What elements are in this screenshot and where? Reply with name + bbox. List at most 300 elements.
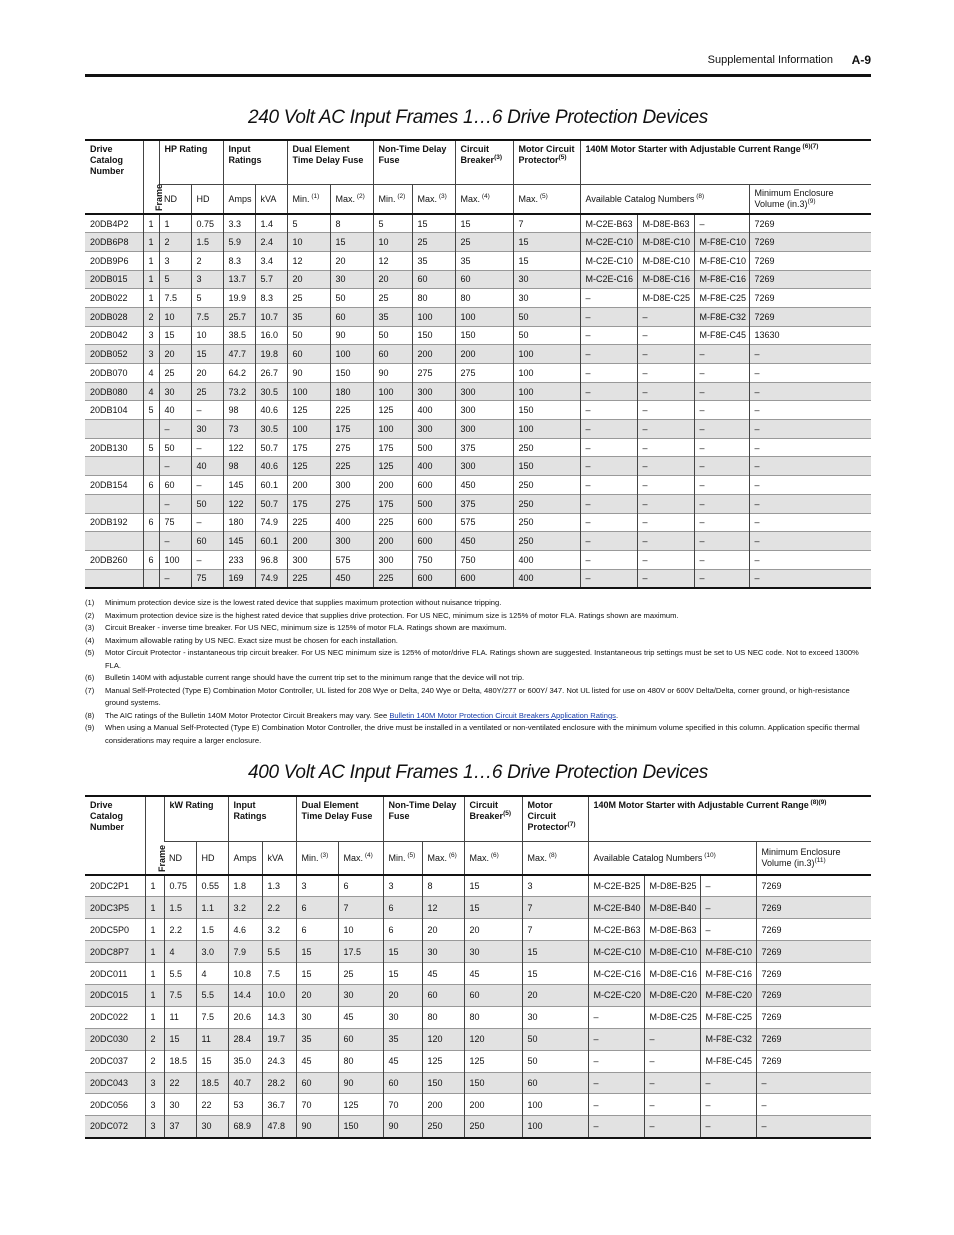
header-rating: HP Rating xyxy=(159,140,223,184)
table-cell: M-D8E-C25 xyxy=(644,1006,700,1028)
table-cell: 10 xyxy=(159,307,191,326)
table-cell: 68.9 xyxy=(228,1116,262,1138)
table-cell: 200 xyxy=(412,345,455,364)
table-cell: 75 xyxy=(191,569,223,588)
table-cell: – xyxy=(749,513,871,532)
table-cell: 7269 xyxy=(756,1050,871,1072)
table-cell: – xyxy=(700,1072,756,1094)
table-row xyxy=(85,364,871,383)
table-cell: 60.1 xyxy=(255,476,287,495)
header-encl: Minimum Enclosure Volume (in.3) xyxy=(761,846,841,868)
table-cell: 120 xyxy=(464,1028,522,1050)
table-cell: 5 xyxy=(143,401,159,420)
header-max: Max. xyxy=(335,193,356,204)
table-cell: – xyxy=(694,382,749,401)
table-cell: – xyxy=(644,1094,700,1116)
table-cell: 1 xyxy=(145,1006,164,1028)
table-cell: 1 xyxy=(159,214,191,233)
table-cell: 7269 xyxy=(749,251,871,270)
table-cell: 100 xyxy=(513,382,580,401)
table-cell: 98 xyxy=(223,457,255,476)
table-row xyxy=(85,214,871,233)
table-cell: 10 xyxy=(191,326,223,345)
table-cell: – xyxy=(580,326,637,345)
table-cell: 150 xyxy=(464,1072,522,1094)
table-cell: 19.9 xyxy=(223,289,255,308)
header-amps: Amps xyxy=(223,184,255,214)
table-cell: 300 xyxy=(412,420,455,439)
table-cell: 20DC011 xyxy=(85,963,145,985)
table-cell: 60.1 xyxy=(255,532,287,551)
table-cell: 50 xyxy=(159,438,191,457)
table-cell: 40.6 xyxy=(255,401,287,420)
table-cell: 300 xyxy=(330,532,373,551)
table-cell: 8.3 xyxy=(255,289,287,308)
header-kva: kVA xyxy=(255,184,287,214)
table-cell: 4 xyxy=(143,364,159,383)
table-cell: 3.3 xyxy=(223,214,255,233)
table-cell: – xyxy=(694,476,749,495)
table-cell: 20DC3P5 xyxy=(85,897,145,919)
table-cell: 50 xyxy=(191,494,223,513)
table-cell: 20DC5P0 xyxy=(85,919,145,941)
table-cell: 5.5 xyxy=(196,984,228,1006)
table-cell: – xyxy=(700,897,756,919)
header-hd: HD xyxy=(191,184,223,214)
table-cell: 200 xyxy=(287,532,330,551)
table-cell: 30 xyxy=(513,270,580,289)
table-cell: 15 xyxy=(159,326,191,345)
header-max: Max. xyxy=(460,193,481,204)
table-cell: 60 xyxy=(287,345,330,364)
table-cell: 100 xyxy=(373,420,412,439)
table-cell: 38.5 xyxy=(223,326,255,345)
table-cell: 37 xyxy=(164,1116,196,1138)
table-cell: 35 xyxy=(455,251,513,270)
table-cell: 90 xyxy=(296,1116,338,1138)
table-cell: 250 xyxy=(422,1116,464,1138)
table-cell: 20DC030 xyxy=(85,1028,145,1050)
table-cell: M-D8E-B25 xyxy=(644,875,700,897)
table-cell xyxy=(85,494,143,513)
table-row xyxy=(85,494,871,513)
table-cell: 20DB154 xyxy=(85,476,143,495)
table-cell: 7 xyxy=(513,214,580,233)
table-cell: M-D8E-B63 xyxy=(644,919,700,941)
table-cell: 20DB9P6 xyxy=(85,251,143,270)
table-cell: 6 xyxy=(338,875,383,897)
table-cell: 4.6 xyxy=(228,919,262,941)
table-cell: 35 xyxy=(412,251,455,270)
table-cell: 1 xyxy=(145,984,164,1006)
page-header xyxy=(85,52,871,72)
table-cell: – xyxy=(191,513,223,532)
table-cell: – xyxy=(700,919,756,941)
table-cell: 13.7 xyxy=(223,270,255,289)
table-cell: M-D8E-B63 xyxy=(637,214,694,233)
table-cell: 120 xyxy=(422,1028,464,1050)
table-cell: M-F8E-C32 xyxy=(694,307,749,326)
table-cell: 19.7 xyxy=(262,1028,296,1050)
table-cell: 75 xyxy=(159,513,191,532)
table-cell: 100 xyxy=(373,382,412,401)
table-cell: 15 xyxy=(296,963,338,985)
table-cell: 100 xyxy=(513,420,580,439)
table-cell: 175 xyxy=(373,438,412,457)
table-cell: 7269 xyxy=(756,875,871,897)
table-cell: 1 xyxy=(145,963,164,985)
table-cell: 6 xyxy=(296,919,338,941)
table-cell: – xyxy=(749,438,871,457)
table-cell: 8 xyxy=(422,875,464,897)
table-400-title: 400 Volt AC Input Frames 1…6 Drive Protection Devices xyxy=(247,762,708,783)
table-cell: – xyxy=(580,307,637,326)
table-cell: 5.9 xyxy=(223,233,255,252)
table-cell: 20DC8P7 xyxy=(85,941,145,963)
table-cell: 64.2 xyxy=(223,364,255,383)
table-cell: 50 xyxy=(287,326,330,345)
table-cell: 60 xyxy=(412,270,455,289)
table-cell: 15 xyxy=(196,1050,228,1072)
page-number: A-9 xyxy=(851,53,871,67)
table-cell: 300 xyxy=(330,476,373,495)
table-cell: 5 xyxy=(287,214,330,233)
header-input: Input Ratings xyxy=(228,796,296,841)
table-cell: – xyxy=(191,401,223,420)
table-cell: 35.0 xyxy=(228,1050,262,1072)
table-cell: M-D8E-C25 xyxy=(637,289,694,308)
header-kva: kVA xyxy=(262,841,296,875)
footnote-text: Circuit Breaker - inverse time breaker. For US NEC, minimum size is 125% of motor FLA. Ratings shown are maximum. xyxy=(105,623,507,632)
table-cell: – xyxy=(694,532,749,551)
table-cell: 3.2 xyxy=(262,919,296,941)
table-cell: – xyxy=(588,1116,644,1138)
table-cell: 600 xyxy=(412,513,455,532)
table-cell: 125 xyxy=(373,457,412,476)
table-cell: 175 xyxy=(287,438,330,457)
table-400v: Drive Catalog Number Frame kW Rating Input Ratings Dual Element Time Delay Fuse Non-Time Delay Fuse Circuit Breaker$^{(5)}$ Motor Circuit Protector$^{(7)}$ 140M Motor Starter with Adjustable Current Range $^{(8)(9)}$ ND HD Amps kVA Min. $^{(3)}$ Max. $^{(4)}$ Min. $^{(5)}$ Max. $^{(6)}$ Max. $^{(6)}$ Max. $^{(8)}$ Available Catalog Numbers $^{(10)}$ Minimum Enclosure Volume $(in.3)^{(11)}$ 20DC2P1 1 0.75 0.55 1.8 1.3 3 6 3 8 15 3 M-C2E-B25 M-D8E-B25 – 7269 20DC3P5 1 1.5 1.1 3.2 2.2 6 7 6 12 15 7 M-C2E-B40 M-D8E-B40 – 7269 20DC5P0 1 2.2 1.5 4.6 3.2 6 10 6 20 20 7 M-C2E-B63 M-D8E-B63 – 7269 20DC8P7 1 4 3.0 7.9 5.5 15 17.5 15 30 30 15 M-C2E-C10 M-D8E-C10 M-F8E-C10 7269 20DC011 1 5.5 4 10.8 7.5 15 25 15 45 45 15 M-C2E-C16 M-D8E-C16 M-F8E-C16 7269 20DC015 1 7.5 5.5 14.4 10.0 20 30 20 60 60 20 M-C2E-C20 M-D8E-C20 M-F8E-C20 7269 20DC022 1 11 7.5 20.6 14.3 30 45 30 80 80 30 – M-D8E-C25 M-F8E-C25 7269 20DC030 2 15 11 28.4 19.7 35 60 35 120 120 50 – – M-F8E-C32 7269 20DC037 2 18.5 15 35.0 24.3 45 80 45 125 125 50 – – M-F8E-C45 7269 20DC043 3 22 18.5 40.7 28.2 60 90 60 150 150 60 – – – – 20DC056 3 30 22 53 36.7 70 125 70 200 200 100 – – – – 20DC072 3 37 30 68.9 47.8 90 150 90 250 250 100 – – – – xyxy=(85,795,871,1139)
table-cell: – xyxy=(694,457,749,476)
table-cell: – xyxy=(580,438,637,457)
table-row xyxy=(85,1116,871,1138)
table-cell: 575 xyxy=(455,513,513,532)
table-cell: 25 xyxy=(373,289,412,308)
table-row xyxy=(85,251,871,270)
table-cell: 60 xyxy=(338,1028,383,1050)
table-cell: 90 xyxy=(373,364,412,383)
footnote-number: (4) xyxy=(85,635,95,645)
table-cell: 2 xyxy=(145,1050,164,1072)
header-nd: ND xyxy=(164,841,196,875)
table-cell: 74.9 xyxy=(255,569,287,588)
table-cell: 175 xyxy=(330,420,373,439)
footnote-number: (8) xyxy=(85,710,95,720)
table-cell: 20DB130 xyxy=(85,438,143,457)
table-cell: 20DB052 xyxy=(85,345,143,364)
table-cell: 60 xyxy=(422,984,464,1006)
header-max: Max. xyxy=(343,852,364,863)
table-cell: 100 xyxy=(287,420,330,439)
table-cell: 250 xyxy=(513,494,580,513)
table-cell: 20 xyxy=(287,270,330,289)
table-cell: 7.5 xyxy=(159,289,191,308)
table-cell: 175 xyxy=(287,494,330,513)
table-cell: – xyxy=(694,214,749,233)
table-cell: 25 xyxy=(412,233,455,252)
table-cell: 375 xyxy=(455,494,513,513)
table-cell: 35 xyxy=(296,1028,338,1050)
table-cell: 122 xyxy=(223,438,255,457)
application-ratings-link[interactable]: Bulletin 140M Motor Protection Circuit Breakers Application Ratings xyxy=(389,710,616,720)
table-cell: 15 xyxy=(330,233,373,252)
table-cell: M-D8E-C10 xyxy=(637,251,694,270)
table-cell: – xyxy=(637,307,694,326)
table-cell: 15 xyxy=(464,875,522,897)
header-catalog: Drive Catalog Number xyxy=(90,800,125,832)
table-cell: 15 xyxy=(412,214,455,233)
table-cell: – xyxy=(159,569,191,588)
table-cell: 200 xyxy=(287,476,330,495)
table-cell: 20DB022 xyxy=(85,289,143,308)
table-cell: 40 xyxy=(191,457,223,476)
table-cell: M-D8E-C16 xyxy=(644,963,700,985)
table-row xyxy=(85,532,871,551)
table-cell: 8.3 xyxy=(223,251,255,270)
table-cell: – xyxy=(580,420,637,439)
table-cell: 250 xyxy=(513,513,580,532)
table-cell: 450 xyxy=(455,476,513,495)
table-cell: 100 xyxy=(159,550,191,569)
table-cell: 80 xyxy=(422,1006,464,1028)
table-cell: 200 xyxy=(455,345,513,364)
table-cell: 300 xyxy=(373,550,412,569)
table-cell: M-F8E-C45 xyxy=(700,1050,756,1072)
table-row xyxy=(85,550,871,569)
header-encl: Minimum Enclosure Volume (in.3) xyxy=(754,187,834,209)
header-min: Min. xyxy=(378,193,396,204)
table-cell: 7269 xyxy=(749,214,871,233)
table-cell: 0.75 xyxy=(164,875,196,897)
table-cell: – xyxy=(694,550,749,569)
table-cell: 125 xyxy=(464,1050,522,1072)
table-cell: – xyxy=(644,1028,700,1050)
table-cell: 600 xyxy=(412,569,455,588)
table-cell: 7269 xyxy=(749,289,871,308)
table-cell: 2 xyxy=(145,1028,164,1050)
table-row xyxy=(85,1072,871,1094)
header-cb: Circuit Breaker xyxy=(469,800,504,821)
table-cell: 30 xyxy=(464,941,522,963)
table-cell: 150 xyxy=(330,364,373,383)
table-cell: – xyxy=(159,420,191,439)
table-cell: 5.7 xyxy=(255,270,287,289)
footnote-number: (3) xyxy=(85,623,95,632)
table-cell: 20 xyxy=(159,345,191,364)
table-cell: 1 xyxy=(145,875,164,897)
table-cell: – xyxy=(637,569,694,588)
table-cell: 45 xyxy=(422,963,464,985)
table-cell: 7269 xyxy=(756,919,871,941)
footnote xyxy=(85,685,871,710)
table-cell: 98 xyxy=(223,401,255,420)
footnote-text: Maximum allowable rating by US NEC. Exact size must be chosen for each installation. xyxy=(105,635,398,645)
table-cell: 275 xyxy=(412,364,455,383)
table-cell: 20DB260 xyxy=(85,550,143,569)
header-hd: HD xyxy=(196,841,228,875)
table-cell: – xyxy=(749,345,871,364)
table-cell: 200 xyxy=(464,1094,522,1116)
table-cell: M-D8E-C10 xyxy=(644,941,700,963)
table-cell: 60 xyxy=(191,532,223,551)
table-cell: 100 xyxy=(287,382,330,401)
table-cell: 28.2 xyxy=(262,1072,296,1094)
table-cell: – xyxy=(694,420,749,439)
table-cell: 150 xyxy=(422,1072,464,1094)
table-cell: 50.7 xyxy=(255,494,287,513)
table-cell: – xyxy=(580,345,637,364)
table-cell: 145 xyxy=(223,476,255,495)
table-cell xyxy=(143,569,159,588)
table-cell: – xyxy=(694,364,749,383)
table-cell: M-C2E-C10 xyxy=(580,233,637,252)
table-cell: 15 xyxy=(191,345,223,364)
table-cell: 30.5 xyxy=(255,420,287,439)
table-cell: 250 xyxy=(513,476,580,495)
table-cell: 5 xyxy=(143,438,159,457)
table-cell: – xyxy=(749,364,871,383)
table-row xyxy=(85,289,871,308)
table-cell: – xyxy=(644,1050,700,1072)
table-cell: M-C2E-B40 xyxy=(588,897,644,919)
footnote-text: Motor Circuit Protector - instantaneous trip circuit breaker. For US NEC minimum size is 125% of motor/drive FLA. Ratings shown are suggested. Instantaneous trip settings must be set to US NEC code. Not to exceed 1300% FLA. xyxy=(105,648,859,670)
table-cell: 20DC2P1 xyxy=(85,875,145,897)
table-cell: 50 xyxy=(513,307,580,326)
table-cell xyxy=(143,494,159,513)
table-cell: 250 xyxy=(513,532,580,551)
table-cell: 80 xyxy=(455,289,513,308)
table-cell: – xyxy=(580,289,637,308)
table-cell: 50 xyxy=(522,1028,588,1050)
table-cell xyxy=(85,569,143,588)
table-cell: 600 xyxy=(412,476,455,495)
table-cell: M-C2E-C10 xyxy=(580,251,637,270)
table-cell: 1.5 xyxy=(196,919,228,941)
table-cell: 600 xyxy=(412,532,455,551)
table-cell: 125 xyxy=(287,401,330,420)
table-cell: 2.4 xyxy=(255,233,287,252)
table-cell: 1 xyxy=(143,214,159,233)
table-cell: 7269 xyxy=(756,1006,871,1028)
table-cell: 20 xyxy=(373,270,412,289)
table-cell: 15 xyxy=(522,941,588,963)
table-cell xyxy=(85,457,143,476)
table-cell: – xyxy=(749,550,871,569)
table-row xyxy=(85,1094,871,1116)
table-cell: – xyxy=(580,550,637,569)
table-row xyxy=(85,457,871,476)
table-cell xyxy=(85,420,143,439)
table-cell xyxy=(85,532,143,551)
table-cell: 750 xyxy=(412,550,455,569)
footnote-number: (2) xyxy=(85,610,95,620)
header-max: Max. xyxy=(417,193,438,204)
table-cell: 300 xyxy=(287,550,330,569)
table-cell: 150 xyxy=(412,326,455,345)
table-cell: 20DB4P2 xyxy=(85,214,143,233)
table-cell: 3 xyxy=(159,251,191,270)
table-cell: – xyxy=(588,1072,644,1094)
table-cell: M-F8E-C10 xyxy=(700,941,756,963)
footnote-text: Manual Self-Protected (Type E) Combination Motor Controller, UL listed for 208 Wye or Delta, 240 Wye or Delta, 480Y/277 or 600Y/ 347. Not UL listed for use on 480V or 600V Delta/Delta, corner ground, or high-resistance ground systems. xyxy=(105,685,850,707)
table-cell: – xyxy=(644,1072,700,1094)
table-cell: 30 xyxy=(522,1006,588,1028)
table-cell: – xyxy=(749,401,871,420)
table-row xyxy=(85,1028,871,1050)
table-cell: 20DC015 xyxy=(85,984,145,1006)
table-cell: 1.4 xyxy=(255,214,287,233)
table-cell: 25 xyxy=(338,963,383,985)
table-row xyxy=(85,1050,871,1072)
table-cell: 16.0 xyxy=(255,326,287,345)
table-cell: 6 xyxy=(143,550,159,569)
header-catalog: Drive Catalog Number xyxy=(90,144,125,176)
table-cell: 5 xyxy=(191,289,223,308)
table-cell: 7269 xyxy=(749,233,871,252)
table-cell: 30 xyxy=(330,270,373,289)
table-cell: 7.9 xyxy=(228,941,262,963)
table-cell: 225 xyxy=(373,513,412,532)
table-cell: 145 xyxy=(223,532,255,551)
header-mcp: Motor Circuit Protector xyxy=(527,800,568,832)
table-cell: 1 xyxy=(145,897,164,919)
table-cell: 7269 xyxy=(756,941,871,963)
table-cell: – xyxy=(694,401,749,420)
header-starter: 140M Motor Starter with Adjustable Current Range xyxy=(585,144,801,154)
table-cell: 15 xyxy=(455,214,513,233)
table-cell: 5.5 xyxy=(262,941,296,963)
table-cell: 4 xyxy=(164,941,196,963)
table-cell: 90 xyxy=(383,1116,422,1138)
table-cell: 7 xyxy=(522,897,588,919)
table-cell: – xyxy=(588,1050,644,1072)
table-cell: 15 xyxy=(383,941,422,963)
table-cell: 1 xyxy=(145,919,164,941)
table-cell: 25 xyxy=(159,364,191,383)
table-cell: 20DB015 xyxy=(85,270,143,289)
table-cell: 6 xyxy=(383,897,422,919)
table-cell: – xyxy=(637,326,694,345)
table-cell: 20 xyxy=(422,919,464,941)
footnote xyxy=(85,597,871,610)
table-cell: M-C2E-C16 xyxy=(580,270,637,289)
table-cell: – xyxy=(191,438,223,457)
header-frame: Frame xyxy=(153,183,164,212)
table-cell: M-F8E-C25 xyxy=(700,1006,756,1028)
table-cell: 90 xyxy=(287,364,330,383)
table-cell: M-F8E-C16 xyxy=(694,270,749,289)
table-cell: – xyxy=(637,476,694,495)
table-cell: M-F8E-C25 xyxy=(694,289,749,308)
table-cell: – xyxy=(580,532,637,551)
table-cell: 8 xyxy=(330,214,373,233)
table-cell: 90 xyxy=(338,1072,383,1094)
table-cell: 3 xyxy=(383,875,422,897)
table-cell: 300 xyxy=(412,382,455,401)
table-row xyxy=(85,984,871,1006)
table-cell: – xyxy=(580,382,637,401)
table-cell: – xyxy=(580,401,637,420)
table-row xyxy=(85,307,871,326)
